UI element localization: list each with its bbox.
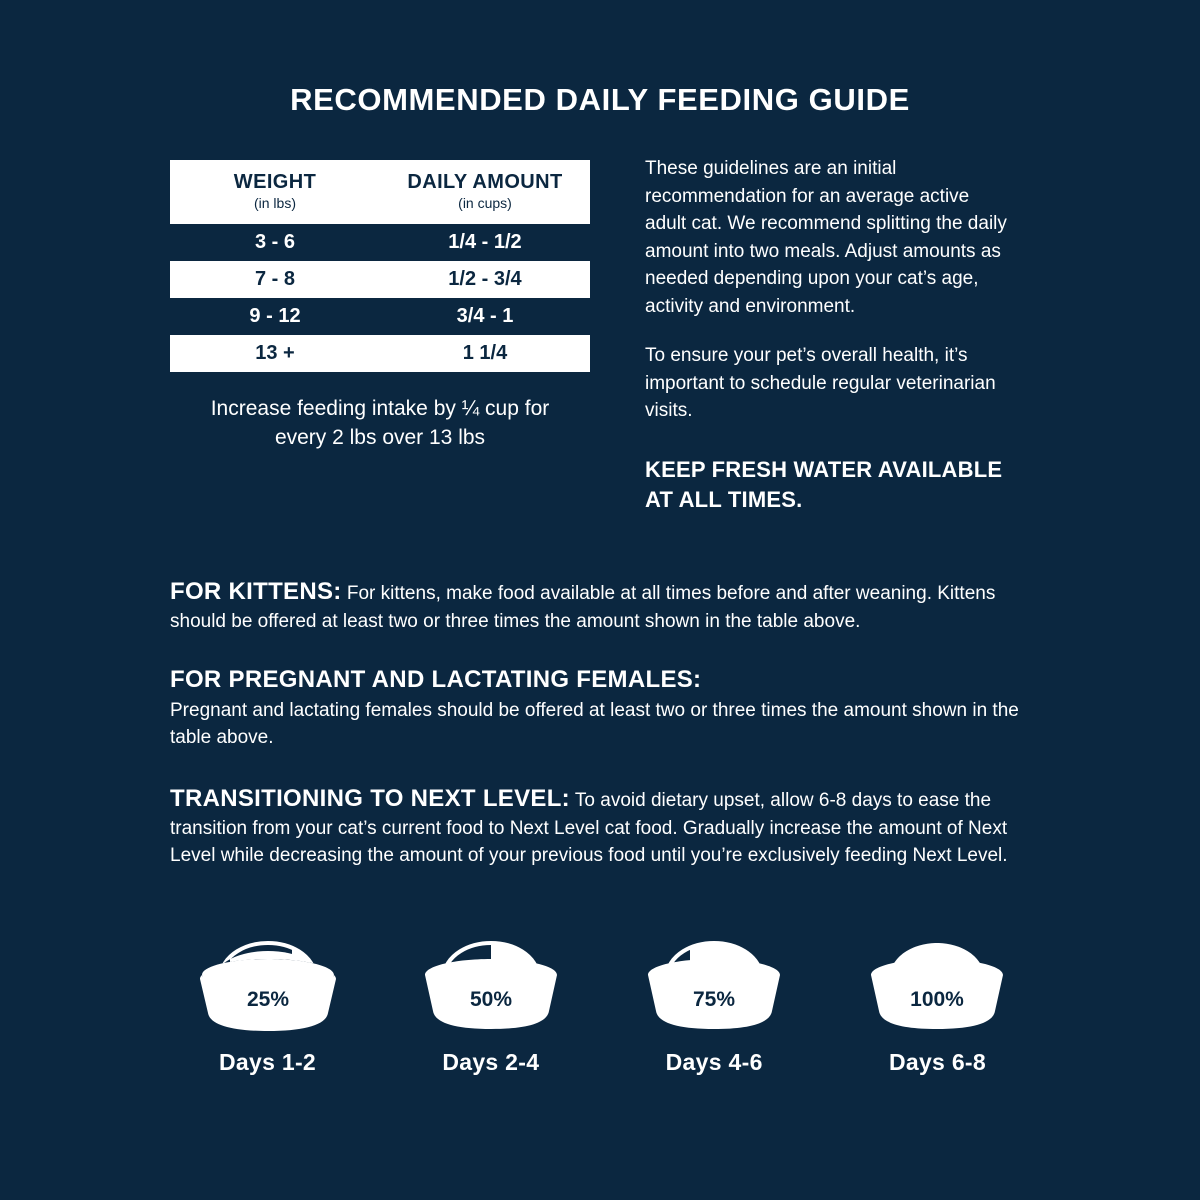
table-row (170, 261, 590, 298)
section-body: For kittens, make food available at all times before and after weaning. Kittens should be offered at least two or three times the amount shown in the table above. (170, 583, 996, 633)
table-header-daily-amount: DAILY AMOUNT (in cups) (407, 171, 563, 212)
table-row (170, 224, 590, 261)
section-for-kittens (170, 575, 1035, 636)
bowl-percent: 25% (246, 988, 289, 1011)
table-header-row (170, 160, 590, 224)
cell-amount: 1/2 - 3/4 (448, 268, 522, 290)
cell-amount: 1 1/4 (462, 342, 508, 364)
food-bowl-icon (415, 935, 567, 1035)
cell-weight: 13 + (255, 342, 295, 364)
bowl-percent: 50% (469, 988, 512, 1011)
section-heading: TRANSITIONING TO NEXT LEVEL: (170, 784, 570, 812)
cell-amount: 3/4 - 1 (456, 305, 514, 327)
food-bowl-icon (861, 935, 1013, 1035)
page-title: RECOMMENDED DAILY FEEDING GUIDE (290, 82, 910, 117)
bowl-label: Days 2-4 (442, 1049, 540, 1075)
fresh-water-note: KEEP FRESH WATER AVAILABLE AT ALL TIMES. (645, 456, 1003, 512)
table-row (170, 298, 590, 335)
bowl-label: Days 6-8 (888, 1049, 986, 1075)
food-bowl-icon (192, 935, 344, 1035)
cell-weight: 3 - 6 (254, 231, 296, 253)
section-transitioning (170, 782, 1035, 870)
cell-weight: 7 - 8 (254, 268, 296, 290)
food-bowl-icon (638, 935, 790, 1035)
section-heading: FOR PREGNANT AND LACTATING FEMALES: (170, 666, 702, 694)
section-heading: FOR KITTENS: (170, 578, 342, 605)
section-body: To avoid dietary upset, allow 6-8 days to ease the transition from your cat’s current food to Next Level cat food. Gradually increase the amount of Next Level while decreasing the amount of your previous food until you’re exclusively feeding Next Level. (170, 789, 1008, 867)
guidelines-paragraph-1: These guidelines are an initial recommendation for an average active adult cat. We recommend splitting the daily amount into two meals. Adjust amounts as needed depending upon your cat’s age, activity and environment. (645, 158, 1007, 317)
bowl-percent: 100% (910, 988, 965, 1011)
bowl-step-1 (170, 935, 365, 1076)
feeding-table (170, 160, 590, 372)
cell-weight: 9 - 12 (249, 305, 301, 327)
table-header-weight: WEIGHT (in lbs) (233, 171, 317, 212)
bowl-label: Days 1-2 (218, 1049, 317, 1075)
bowl-percent: 75% (693, 988, 736, 1011)
transition-bowls (170, 935, 1035, 1076)
bowl-step-2 (393, 935, 588, 1076)
sections-container (170, 575, 1035, 900)
feeding-table-note: Increase feeding intake by ¼ cup for every 2 lbs over 13 lbs (210, 397, 550, 450)
section-body: Pregnant and lactating females should be offered at least two or three times the amount shown in the table above. (170, 700, 1019, 749)
bowl-step-3 (617, 935, 812, 1076)
bowl-step-4 (840, 935, 1035, 1076)
section-pregnant-lactating (170, 666, 1035, 752)
table-row (170, 335, 590, 372)
cell-amount: 1/4 - 1/2 (448, 231, 522, 253)
guidelines-paragraph-2: To ensure your pet’s overall health, it’s important to schedule regular veterinarian visits. (645, 345, 996, 422)
guidelines-column (645, 155, 1010, 536)
bowl-label: Days 4-6 (665, 1049, 763, 1075)
feeding-table-container (170, 160, 590, 453)
